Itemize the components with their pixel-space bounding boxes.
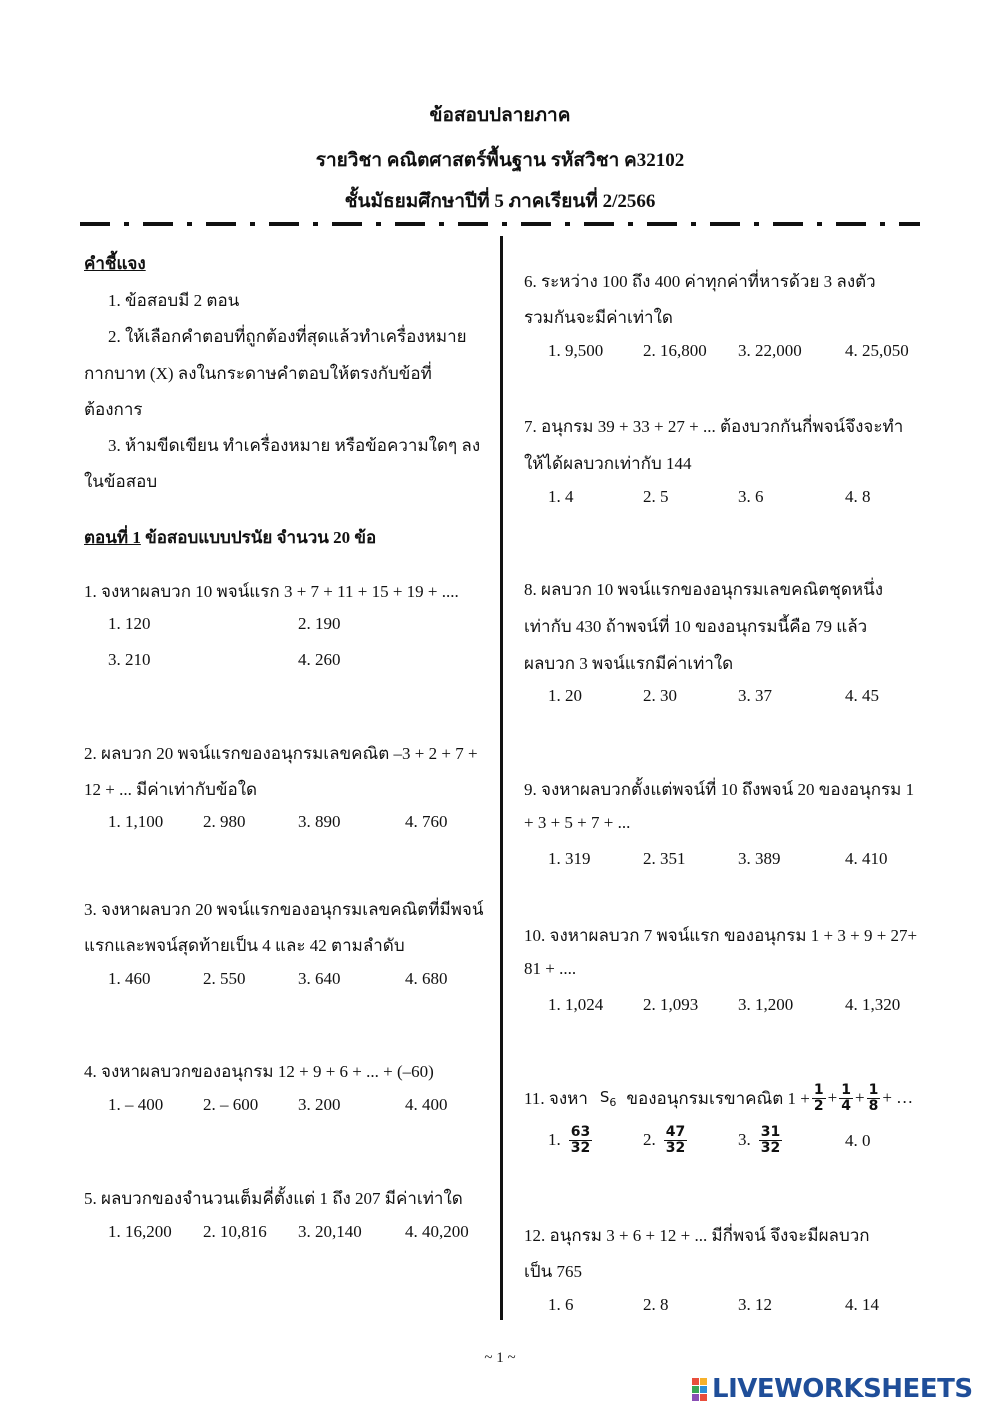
q6-choice-4[interactable]: 4. 25,050 xyxy=(845,341,909,360)
question-6-cont: รวมกันจะมีค่าเท่าใด xyxy=(524,308,673,327)
q11-s-sub: 6 xyxy=(609,1095,617,1109)
q8-choice-4[interactable]: 4. 45 xyxy=(845,686,879,705)
question-8-cont: ผลบวก 3 พจน์แรกมีค่าเท่าใด xyxy=(524,654,734,673)
question-7-cont: ให้ได้ผลบวกเท่ากับ 144 xyxy=(524,454,692,473)
question-12: 12. อนุกรม 3 + 6 + 12 + ... มีกี่พจน์ จึงจะมีผลบวก xyxy=(524,1226,870,1245)
q4-choice-2[interactable]: 2. – 600 xyxy=(203,1095,259,1114)
part-heading xyxy=(84,524,376,551)
q11-fraction-1 xyxy=(812,1083,826,1114)
question-7: 7. อนุกรม 39 + 33 + 27 + ... ต้องบวกกันกี่พจน์จึงจะทำ xyxy=(524,417,904,436)
q5-choice-2[interactable]: 2. 10,816 xyxy=(203,1222,267,1241)
instructions-heading: คำชี้แจง xyxy=(84,254,146,273)
q7-choice-4[interactable]: 4. 8 xyxy=(845,487,871,506)
question-4: 4. จงหาผลบวกของอนุกรม 12 + 9 + 6 + ... + (–60) xyxy=(84,1062,434,1081)
column-divider xyxy=(500,236,503,1320)
q10-choice-4[interactable]: 4. 1,320 xyxy=(845,995,901,1014)
question-2: 2. ผลบวก 20 พจน์แรกของอนุกรมเลขคณิต –3 + 2 + 7 + xyxy=(84,744,478,763)
question-12-cont: เป็น 765 xyxy=(524,1262,582,1281)
q12-choice-1[interactable]: 1. 6 xyxy=(548,1295,574,1314)
q12-choice-3[interactable]: 3. 12 xyxy=(738,1295,772,1314)
page-number: ~ 1 ~ xyxy=(484,1350,516,1366)
q11-prefix: 11. จงหา xyxy=(524,1088,588,1108)
frac-denominator: 32 xyxy=(665,1139,686,1156)
q2-choice-2[interactable]: 2. 980 xyxy=(203,812,246,831)
choice-number: 2. xyxy=(643,1130,656,1149)
q1-choice-4[interactable]: 4. 260 xyxy=(298,650,341,669)
frac-numerator: 63 xyxy=(570,1123,591,1140)
q3-choice-3[interactable]: 3. 640 xyxy=(298,969,341,988)
instruction-item: ต้องการ xyxy=(84,400,143,419)
q8-choice-1[interactable]: 1. 20 xyxy=(548,686,582,705)
question-3: 3. จงหาผลบวก 20 พจน์แรกของอนุกรมเลขคณิตที่มีพจน์ xyxy=(84,900,484,919)
question-5: 5. ผลบวกของจำนวนเต็มคี่ตั้งแต่ 1 ถึง 207 มีค่าเท่าใด xyxy=(84,1189,463,1208)
q1-choice-3[interactable]: 3. 210 xyxy=(108,650,151,669)
choice-fraction xyxy=(569,1125,592,1156)
choice-number: 3. xyxy=(738,1130,751,1149)
exam-title: ข้อสอบปลายภาค xyxy=(429,105,571,126)
instruction-item: 3. ห้ามขีดเขียน ทำเครื่องหมาย หรือข้อความใดๆ ลง xyxy=(108,436,481,455)
q5-choice-1[interactable]: 1. 16,200 xyxy=(108,1222,172,1241)
q3-choice-4[interactable]: 4. 680 xyxy=(405,969,448,988)
q2-choice-1[interactable]: 1. 1,100 xyxy=(108,812,164,831)
choice-fraction xyxy=(664,1125,687,1156)
q2-choice-3[interactable]: 3. 890 xyxy=(298,812,341,831)
q11-mid: ของอนุกรมเรขาคณิต 1 + xyxy=(626,1088,810,1108)
q11-choice-2[interactable] xyxy=(643,1120,689,1160)
choice-number: 1. xyxy=(548,1130,561,1149)
q7-choice-1[interactable]: 1. 4 xyxy=(548,487,574,506)
q10-choice-3[interactable]: 3. 1,200 xyxy=(738,995,794,1014)
q1-choice-1[interactable]: 1. 120 xyxy=(108,614,151,633)
q3-choice-2[interactable]: 2. 550 xyxy=(203,969,246,988)
q9-choice-2[interactable]: 2. 351 xyxy=(643,849,686,868)
q2-choice-4[interactable]: 4. 760 xyxy=(405,812,448,831)
question-9-cont: + 3 + 5 + 7 + ... xyxy=(524,813,631,832)
question-8-cont: เท่ากับ 430 ถ้าพจน์ที่ 10 ของอนุกรมนี้คือ 79 แล้ว xyxy=(524,617,868,636)
q6-choice-2[interactable]: 2. 16,800 xyxy=(643,341,707,360)
question-1: 1. จงหาผลบวก 10 พจน์แรก 3 + 7 + 11 + 15 + 19 + .... xyxy=(84,582,459,601)
q9-choice-4[interactable]: 4. 410 xyxy=(845,849,888,868)
question-2-cont: 12 + ... มีค่าเท่ากับข้อใด xyxy=(84,780,258,799)
choice-fraction xyxy=(759,1125,782,1156)
frac-numerator: 47 xyxy=(665,1123,686,1140)
question-3-cont: แรกและพจน์สุดท้ายเป็น 4 และ 42 ตามลำดับ xyxy=(84,936,405,955)
class-line: ชั้นมัธยมศึกษาปีที่ 5 ภาคเรียนที่ 2/2566 xyxy=(344,191,656,212)
q3-choice-1[interactable]: 1. 460 xyxy=(108,969,151,988)
liveworksheets-brand[interactable] xyxy=(692,1374,992,1404)
frac-numerator: 1 xyxy=(813,1081,824,1098)
q11-s6 xyxy=(600,1088,617,1109)
q1-choice-2[interactable]: 2. 190 xyxy=(298,614,341,633)
q11-fraction-2 xyxy=(839,1083,853,1114)
q11-tail: + … xyxy=(882,1088,914,1107)
q6-choice-3[interactable]: 3. 22,000 xyxy=(738,341,802,360)
q9-choice-3[interactable]: 3. 389 xyxy=(738,849,781,868)
q11-choice-4[interactable]: 4. 0 xyxy=(845,1131,871,1150)
frac-denominator: 32 xyxy=(760,1139,781,1156)
instruction-item: ในข้อสอบ xyxy=(84,472,158,491)
frac-numerator: 1 xyxy=(841,1081,851,1098)
q7-choice-2[interactable]: 2. 5 xyxy=(643,487,669,506)
brand-name: LIVEWORKSHEETS xyxy=(712,1374,973,1404)
q8-choice-3[interactable]: 3. 37 xyxy=(738,686,772,705)
question-8: 8. ผลบวก 10 พจน์แรกของอนุกรมเลขคณิตชุดหนึ่ง xyxy=(524,580,884,599)
frac-numerator: 31 xyxy=(760,1123,781,1140)
q8-choice-2[interactable]: 2. 30 xyxy=(643,686,677,705)
subject-line: รายวิชา คณิตศาสตร์พื้นฐาน รหัสวิชา ค32102 xyxy=(315,150,685,171)
frac-denominator: 8 xyxy=(868,1097,879,1114)
frac-denominator: 4 xyxy=(841,1097,851,1114)
q12-choice-4[interactable]: 4. 14 xyxy=(845,1295,879,1314)
frac-denominator: 32 xyxy=(570,1139,591,1156)
instruction-item: 1. ข้อสอบมี 2 ตอน xyxy=(108,291,240,310)
q7-choice-3[interactable]: 3. 6 xyxy=(738,487,764,506)
q5-choice-3[interactable]: 3. 20,140 xyxy=(298,1222,362,1241)
q4-choice-1[interactable]: 1. – 400 xyxy=(108,1095,164,1114)
q6-choice-1[interactable]: 1. 9,500 xyxy=(548,341,604,360)
instruction-item: กากบาท (X) ลงในกระดาษคำตอบให้ตรงกับข้อที่ xyxy=(84,364,432,383)
frac-denominator: 2 xyxy=(813,1097,824,1114)
q11-plus: + xyxy=(827,1088,838,1107)
part-label: ตอนที่ 1 xyxy=(84,528,141,547)
q11-choice-3[interactable] xyxy=(738,1120,784,1160)
q11-fraction-3 xyxy=(867,1083,881,1114)
q9-choice-1[interactable]: 1. 319 xyxy=(548,849,591,868)
question-10-cont: 81 + .... xyxy=(524,959,577,978)
part-desc: ข้อสอบแบบปรนัย จำนวน 20 ข้อ xyxy=(140,528,377,547)
frac-numerator: 1 xyxy=(868,1081,879,1098)
q10-choice-2[interactable]: 2. 1,093 xyxy=(643,995,699,1014)
q11-choice-1[interactable] xyxy=(548,1120,594,1160)
q11-s-letter: S xyxy=(599,1087,610,1106)
q11-plus: + xyxy=(855,1088,865,1107)
header-divider xyxy=(80,221,920,227)
question-9: 9. จงหาผลบวกตั้งแต่พจน์ที่ 10 ถึงพจน์ 20 ของอนุกรม 1 xyxy=(524,780,915,799)
instruction-item: 2. ให้เลือกคำตอบที่ถูกต้องที่สุดแล้วทำเครื่องหมาย xyxy=(108,327,467,346)
q4-choice-3[interactable]: 3. 200 xyxy=(298,1095,341,1114)
q12-choice-2[interactable]: 2. 8 xyxy=(643,1295,669,1314)
question-10: 10. จงหาผลบวก 7 พจน์แรก ของอนุกรม 1 + 3 + 9 + 27+ xyxy=(524,926,918,945)
q5-choice-4[interactable]: 4. 40,200 xyxy=(405,1222,469,1241)
question-6: 6. ระหว่าง 100 ถึง 400 ค่าทุกค่าที่หารด้วย 3 ลงตัว xyxy=(524,272,876,291)
question-11 xyxy=(524,1078,913,1118)
q10-choice-1[interactable]: 1. 1,024 xyxy=(548,995,604,1014)
q4-choice-4[interactable]: 4. 400 xyxy=(405,1095,448,1114)
